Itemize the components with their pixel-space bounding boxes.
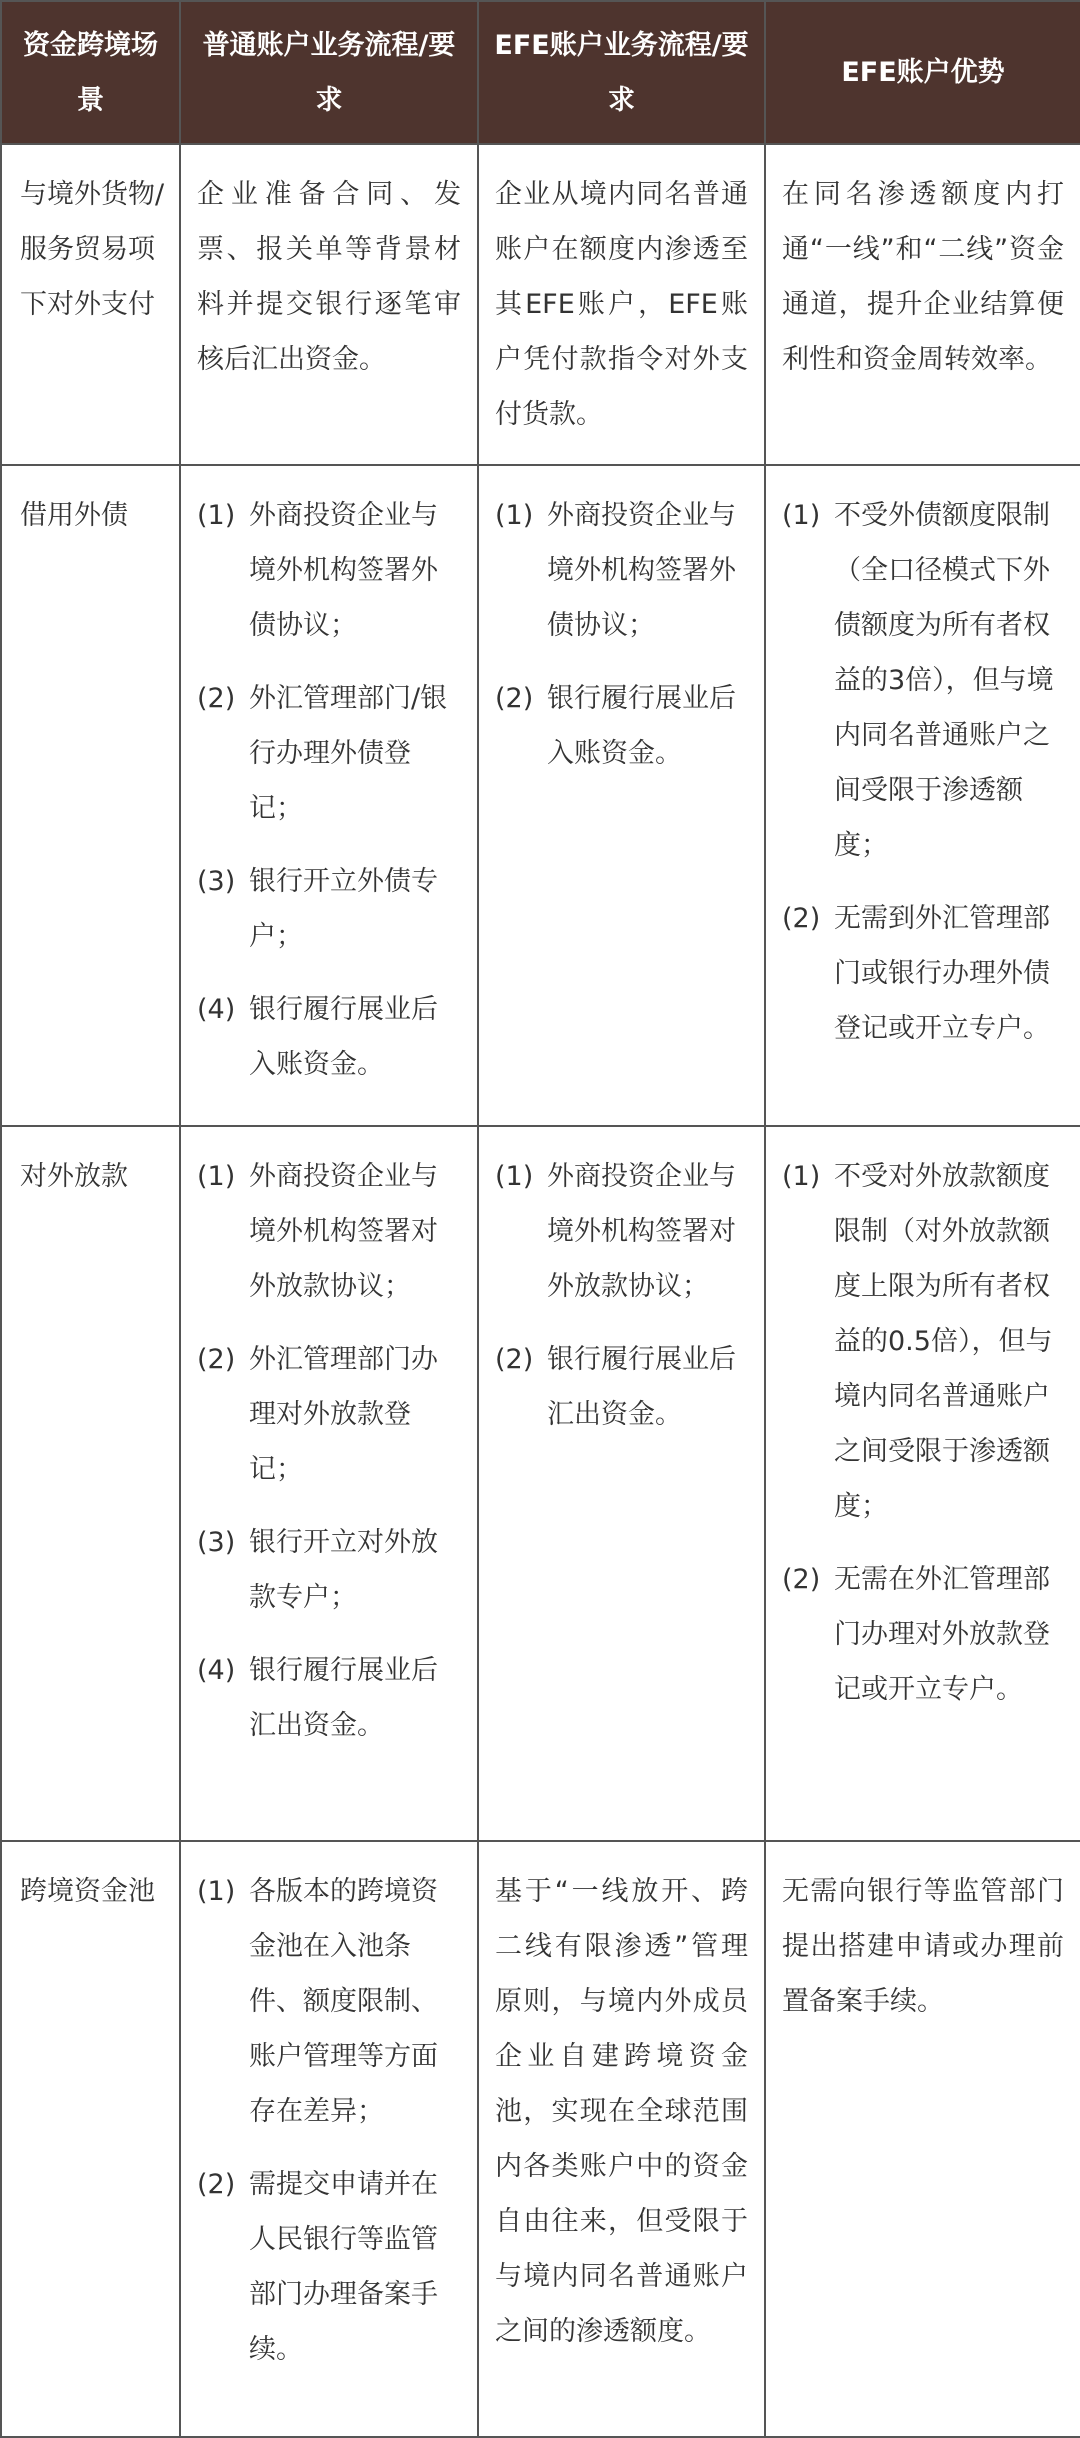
item-text: 外商投资企业与境外机构签署对外放款协议； xyxy=(249,1161,438,1302)
header-normal-account: 普通账户业务流程/要求 xyxy=(180,1,478,144)
item-number: (1) xyxy=(495,1161,534,1192)
scenario-cell xyxy=(1,144,180,465)
list-item xyxy=(782,1149,1064,1534)
table-row xyxy=(1,465,1080,1126)
list-item xyxy=(197,1643,461,1753)
normal-cell xyxy=(180,144,478,465)
normal-cell xyxy=(180,465,478,1126)
item-text: 外汇管理部门/银行办理外债登记； xyxy=(249,683,448,824)
scenario-text: 与境外货物/服务贸易项下对外支付 xyxy=(20,179,165,320)
cell-text: 企业准备合同、发票、报关单等背景材料并提交银行逐笔审核后汇出资金。 xyxy=(197,179,461,375)
cell-text: 企业从境内同名普通账户在额度内渗透至其EFE账户，EFE账户凭付款指令对外支付货款。 xyxy=(495,179,748,430)
cell-text: 无需向银行等监管部门提出搭建申请或办理前置备案手续。 xyxy=(782,1876,1064,2017)
advantage-cell xyxy=(765,465,1080,1126)
item-text: 银行开立外债专户； xyxy=(249,866,438,952)
item-text: 外商投资企业与境外机构签署外债协议； xyxy=(249,500,438,641)
list-item xyxy=(495,488,748,653)
item-text: 银行开立对外放款专户； xyxy=(249,1527,438,1613)
item-text: 银行履行展业后汇出资金。 xyxy=(249,1655,438,1741)
item-text: 无需到外汇管理部门或银行办理外债登记或开立专户。 xyxy=(834,903,1050,1044)
item-number: (3) xyxy=(197,1527,236,1558)
cell-text: 基于“一线放开、跨二线有限渗透”管理原则，与境内外成员企业自建跨境资金池，实现在全球范围内各类账户中的资金自由往来，但受限于与境内同名普通账户之间的渗透额度。 xyxy=(495,1876,748,2347)
efe-cell xyxy=(478,144,765,465)
item-text: 外汇管理部门办理对外放款登记； xyxy=(249,1344,438,1485)
item-number: (2) xyxy=(197,683,236,714)
item-text: 银行履行展业后入账资金。 xyxy=(249,994,438,1080)
list-item xyxy=(495,1332,748,1442)
list-item xyxy=(197,671,461,836)
scenario-cell xyxy=(1,1126,180,1841)
efe-cell xyxy=(478,1841,765,2437)
item-text: 银行履行展业后汇出资金。 xyxy=(547,1344,736,1430)
list-item xyxy=(197,1149,461,1314)
normal-cell xyxy=(180,1126,478,1841)
list-item xyxy=(197,2157,461,2377)
header-efe-account: EFE账户业务流程/要求 xyxy=(478,1,765,144)
list-item xyxy=(782,1552,1064,1717)
list-item xyxy=(495,671,748,781)
item-number: (2) xyxy=(782,1564,821,1595)
item-text: 银行履行展业后入账资金。 xyxy=(547,683,736,769)
item-text: 外商投资企业与境外机构签署对外放款协议； xyxy=(547,1161,736,1302)
item-number: (2) xyxy=(495,1344,534,1375)
normal-cell xyxy=(180,1841,478,2437)
list-item xyxy=(197,1864,461,2139)
item-text: 需提交申请并在人民银行等监管部门办理备案手续。 xyxy=(249,2169,438,2365)
item-number: (1) xyxy=(782,500,821,531)
advantage-cell xyxy=(765,144,1080,465)
scenario-cell xyxy=(1,465,180,1126)
item-number: (1) xyxy=(495,500,534,531)
list-item xyxy=(197,982,461,1092)
list-item xyxy=(197,488,461,653)
item-text: 无需在外汇管理部门办理对外放款登记或开立专户。 xyxy=(834,1564,1050,1705)
scenario-text: 对外放款 xyxy=(20,1161,128,1192)
cell-text: 在同名渗透额度内打通“一线”和“二线”资金通道，提升企业结算便利性和资金周转效率。 xyxy=(782,179,1064,375)
item-text: 不受对外放款额度限制（对外放款额度上限为所有者权益的0.5倍），但与境内同名普通账户之间受限于渗透额度； xyxy=(834,1161,1053,1522)
table-row xyxy=(1,1126,1080,1841)
header-efe-advantage: EFE账户优势 xyxy=(765,1,1080,144)
list-item xyxy=(495,1149,748,1314)
item-number: (1) xyxy=(782,1161,821,1192)
item-number: (4) xyxy=(197,1655,236,1686)
scenario-text: 借用外债 xyxy=(20,500,128,531)
header-scenario: 资金跨境场景 xyxy=(1,1,180,144)
list-item xyxy=(197,1515,461,1625)
item-number: (1) xyxy=(197,500,236,531)
list-item xyxy=(782,891,1064,1056)
advantage-cell xyxy=(765,1126,1080,1841)
efe-cell xyxy=(478,1126,765,1841)
item-text: 不受外债额度限制（全口径模式下外债额度为所有者权益的3倍），但与境内同名普通账户之间受限于渗透额度； xyxy=(834,500,1054,861)
list-item xyxy=(197,1332,461,1497)
item-number: (2) xyxy=(495,683,534,714)
efe-cell xyxy=(478,465,765,1126)
item-number: (2) xyxy=(197,2169,236,2200)
scenario-text: 跨境资金池 xyxy=(20,1876,155,1907)
item-text: 外商投资企业与境外机构签署外债协议； xyxy=(547,500,736,641)
list-item xyxy=(782,488,1064,873)
list-item xyxy=(197,854,461,964)
item-number: (2) xyxy=(782,903,821,934)
header-row xyxy=(1,1,1080,144)
advantage-cell xyxy=(765,1841,1080,2437)
item-number: (2) xyxy=(197,1344,236,1375)
scenario-cell xyxy=(1,1841,180,2437)
item-number: (1) xyxy=(197,1876,236,1907)
item-text: 各版本的跨境资金池在入池条件、额度限制、账户管理等方面存在差异； xyxy=(249,1876,438,2127)
table-row xyxy=(1,1841,1080,2437)
item-number: (1) xyxy=(197,1161,236,1192)
table-row xyxy=(1,144,1080,465)
item-number: (3) xyxy=(197,866,236,897)
item-number: (4) xyxy=(197,994,236,1025)
